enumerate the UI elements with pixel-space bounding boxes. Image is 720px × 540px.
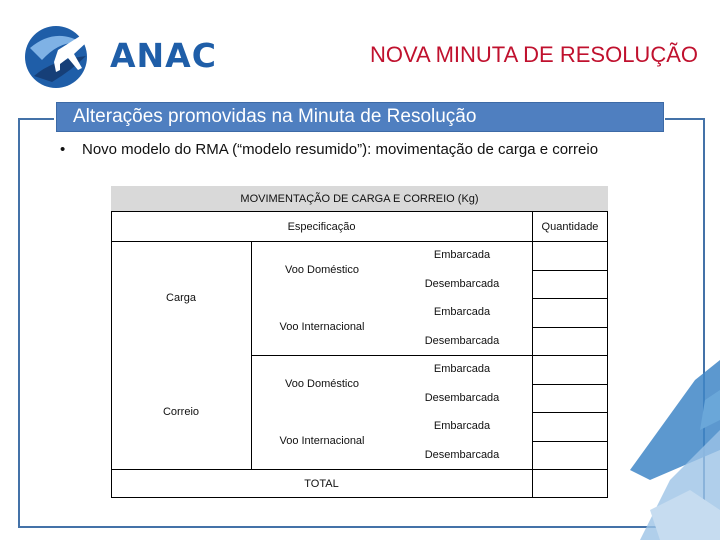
- header-quantity: Quantidade: [541, 220, 599, 233]
- header-specification: Especificação: [287, 220, 356, 233]
- logo-text: ANAC: [110, 36, 217, 75]
- subgroup-label: Voo Internacional: [279, 321, 365, 333]
- table-line: [532, 384, 608, 385]
- row-label: Desembarcada: [424, 449, 500, 461]
- bullet-item: [60, 141, 598, 158]
- group-label: Carga: [166, 292, 196, 304]
- row-label: Desembarcada: [424, 335, 500, 347]
- table-line: [532, 241, 533, 498]
- corner-decoration: [610, 360, 720, 540]
- table-line: [251, 355, 608, 356]
- section-heading: Alterações promovidas na Minuta de Resolução: [56, 102, 664, 132]
- frame-border: [665, 118, 703, 120]
- row-label: Embarcada: [433, 306, 491, 318]
- subgroup-label: Voo Internacional: [279, 435, 365, 447]
- row-label: Embarcada: [433, 420, 491, 432]
- subgroup-label: Voo Doméstico: [285, 378, 359, 390]
- row-label: Desembarcada: [424, 392, 500, 404]
- table-line: [532, 327, 608, 328]
- table-line: [532, 412, 608, 413]
- frame-border: [18, 118, 54, 120]
- row-label: Embarcada: [433, 363, 491, 375]
- page-title: NOVA MINUTA DE RESOLUÇÃO: [369, 42, 698, 67]
- bullet-text: Novo modelo do RMA (“modelo resumido”): movimentação de carga e correio: [82, 141, 599, 158]
- row-label: Desembarcada: [424, 278, 500, 290]
- cargo-mail-table: [111, 186, 608, 498]
- total-label: TOTAL: [304, 478, 339, 490]
- group-label: Correio: [162, 406, 200, 418]
- row-label: Embarcada: [433, 249, 491, 261]
- table-title: MOVIMENTAÇÃO DE CARGA E CORREIO (Kg): [111, 186, 608, 212]
- anac-logo: [22, 20, 217, 90]
- subgroup-label: Voo Doméstico: [285, 264, 359, 276]
- table-line: [111, 241, 608, 242]
- table-line: [532, 441, 608, 442]
- bullet-marker: •: [60, 141, 66, 158]
- airplane-globe-icon: [22, 20, 112, 90]
- table-line: [532, 298, 608, 299]
- table-line: [532, 270, 608, 271]
